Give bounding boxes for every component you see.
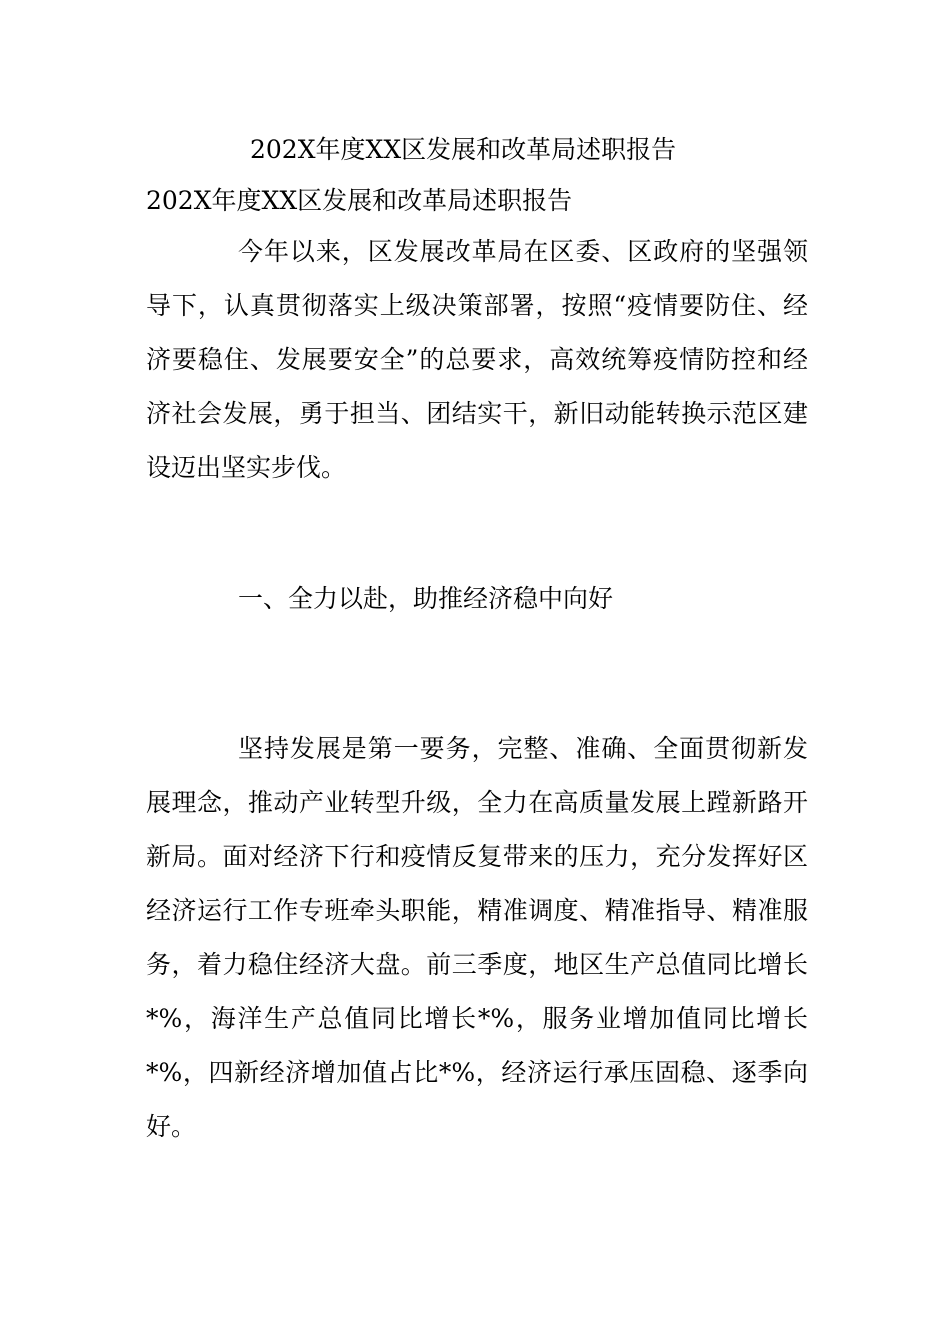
document-title-centered: 202X年度XX区发展和改革局述职报告: [250, 135, 677, 164]
document-title-left: 202X年度XX区发展和改革局述职报告: [146, 186, 573, 215]
section-heading: 一、全力以赴，助推经济稳中向好: [238, 584, 614, 613]
intro-paragraph: 今年以来，区发展改革局在区委、区政府的坚强领导下，认真贯彻落实上级决策部署，按照“疫情要防住、经济要稳住、发展要安全”的总要求，高效统筹疫情防控和经济社会发展，勇于担当、团结实干，新旧动能转换示范区建设迈出坚实步伐。: [146, 237, 808, 482]
section-paragraph: 坚持发展是第一要务，完整、准确、全面贯彻新发展理念，推动产业转型升级，全力在高质量发展上蹚新路开新局。面对经济下行和疫情反复带来的压力，充分发挥好区经济运行工作专班牵头职能，精准调度、精准指导、精准服务，着力稳住经济大盘。前三季度，地区生产总值同比增长*%，海洋生产总值同比增长*%，服务业增加值同比增长*%，四新经济增加值占比*%，经济运行承压固稳、逐季向好。: [146, 734, 808, 1141]
